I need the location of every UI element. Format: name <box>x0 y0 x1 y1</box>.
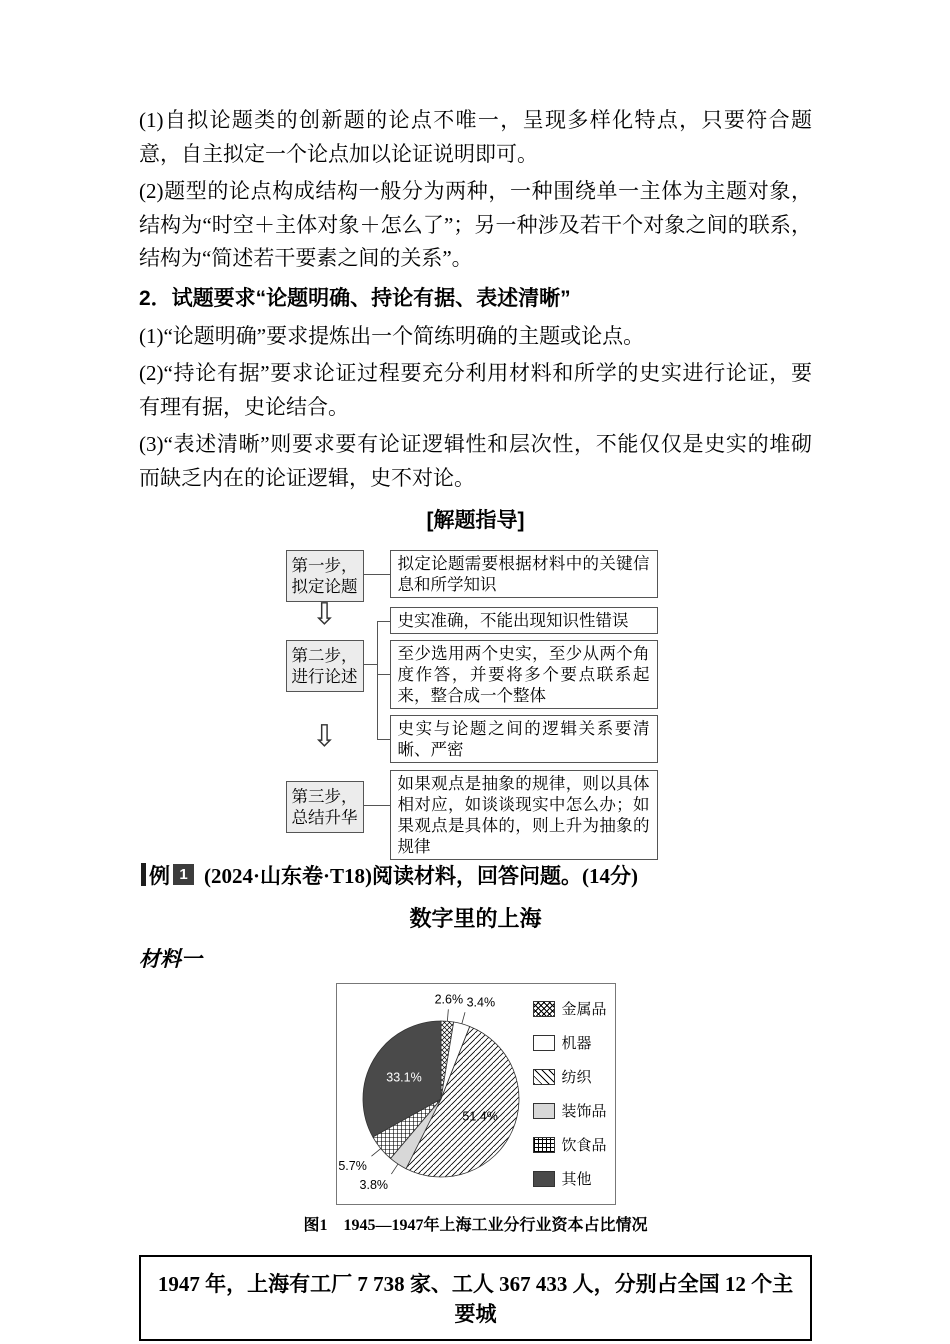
legend-item <box>533 1100 607 1121</box>
paragraph-5: (3)“表述清晰”则要求要有论证逻辑性和层次性，不能仅仅是史实的堆砌而缺乏内在的论证逻辑，史不对论。 <box>139 432 812 490</box>
legend-item <box>533 998 607 1019</box>
pie-label: 3.8% <box>359 1177 388 1192</box>
legend-swatch-white <box>533 1035 555 1051</box>
down-arrow-icon: ⇩ <box>311 596 338 632</box>
legend-item <box>533 1168 607 1189</box>
pie-chart <box>337 985 533 1203</box>
flow-note-step1: 拟定论题需要根据材料中的关键信息和所学知识 <box>390 550 658 598</box>
flow-step-3: 第三步，总结升华 <box>286 781 364 833</box>
material-one-label: 材料一 <box>139 947 202 971</box>
material-text-box <box>139 1255 812 1341</box>
legend-label: 机器 <box>561 1036 592 1053</box>
flow-step-2: 第二步，进行论述 <box>286 640 364 692</box>
flow-note-step2a: 史实准确，不能出现知识性错误 <box>390 607 658 634</box>
down-arrow-icon: ⇩ <box>311 718 338 754</box>
connector-line <box>364 805 390 806</box>
pie-label: 51.4% <box>461 1109 498 1124</box>
example-header <box>141 860 812 890</box>
figure-caption: 图1 1945—1947年上海工业分行业资本占比情况 <box>303 1216 648 1234</box>
section-heading: 2．试题要求“论题明确、持论有据、表述清晰” <box>139 286 571 310</box>
example-number-badge: 1 <box>173 864 194 885</box>
material-text: 1947 年，上海有工厂 7 738 家、工人 367 433 人，分别占全国 12 个主要城 <box>157 1271 794 1326</box>
legend-item <box>533 1134 607 1155</box>
paragraph-4: (2)“持论有据”要求论证过程要充分利用材料和所学的史实进行论证，要有理有据，史论结合。 <box>139 361 812 419</box>
pie-leader-line <box>371 1148 380 1156</box>
legend-label: 金属品 <box>561 1002 607 1019</box>
legend-label: 装饰品 <box>561 1104 607 1121</box>
pie-label: 5.7% <box>337 1158 367 1173</box>
flow-step-1: 第一步，拟定论题 <box>286 550 364 602</box>
guide-title: [解题指导] <box>426 508 525 532</box>
legend-label: 纺织 <box>561 1070 592 1087</box>
legend-swatch-darkgray <box>533 1171 555 1187</box>
connector-line <box>364 574 390 575</box>
legend-swatch-crosshatch <box>533 1001 555 1017</box>
paragraph-1: (1)自拟论题类的创新题的论点不唯一，呈现多样化特点，只要符合题意，自主拟定一个论点加以论证说明即可。 <box>139 108 812 166</box>
pie-chart-box <box>336 983 616 1205</box>
paragraph-3: (1)“论题明确”要求提炼出一个简练明确的主题或论点。 <box>139 323 645 348</box>
connector-line <box>377 739 390 740</box>
legend-label: 其他 <box>561 1172 592 1189</box>
connector-line <box>377 674 390 675</box>
example-question-text: (2024·山东卷·T18)阅读材料，回答问题。(14分) <box>204 863 638 888</box>
legend-swatch-diagonal <box>533 1069 555 1085</box>
legend-swatch-grid <box>533 1137 555 1153</box>
example-marker-bar <box>141 863 146 886</box>
pie-leader-line <box>447 1009 448 1021</box>
connector-line <box>377 621 390 622</box>
paragraph-2: (2)题型的论点构成结构一般分为两种，一种围绕单一主体为主题对象，结构为“时空＋主体对象＋怎么了”；另一种涉及若干个对象之间的联系，结构为“简述若干要素之间的关系”。 <box>139 179 812 271</box>
pie-leader-line <box>391 1164 398 1174</box>
connector-line <box>377 621 378 740</box>
connector-line <box>364 664 377 665</box>
flow-note-step2c: 史实与论题之间的逻辑关系要清晰、严密 <box>390 715 658 763</box>
solution-flowchart <box>286 544 666 856</box>
legend-label: 饮食品 <box>561 1138 607 1155</box>
pie-leader-line <box>461 1012 464 1024</box>
pie-label: 3.4% <box>466 995 495 1010</box>
legend-item <box>533 1032 607 1053</box>
example-marker-label: 例 <box>149 864 170 888</box>
flow-note-step3: 如果观点是抽象的规律，则以具体相对应，如谈谈现实中怎么办；如果观点是具体的，则上升为抽象的规律 <box>390 770 658 860</box>
figure-1-section <box>139 983 812 1235</box>
legend-item <box>533 1066 607 1087</box>
material-title: 数字里的上海 <box>409 905 542 931</box>
flow-note-step2b: 至少选用两个史实，至少从两个角度作答，并要将多个要点联系起来，整合成一个整体 <box>390 640 658 709</box>
pie-label: 2.6% <box>434 991 463 1006</box>
pie-legend <box>533 998 607 1189</box>
legend-swatch-lightgray <box>533 1103 555 1119</box>
pie-label: 33.1% <box>385 1069 422 1084</box>
